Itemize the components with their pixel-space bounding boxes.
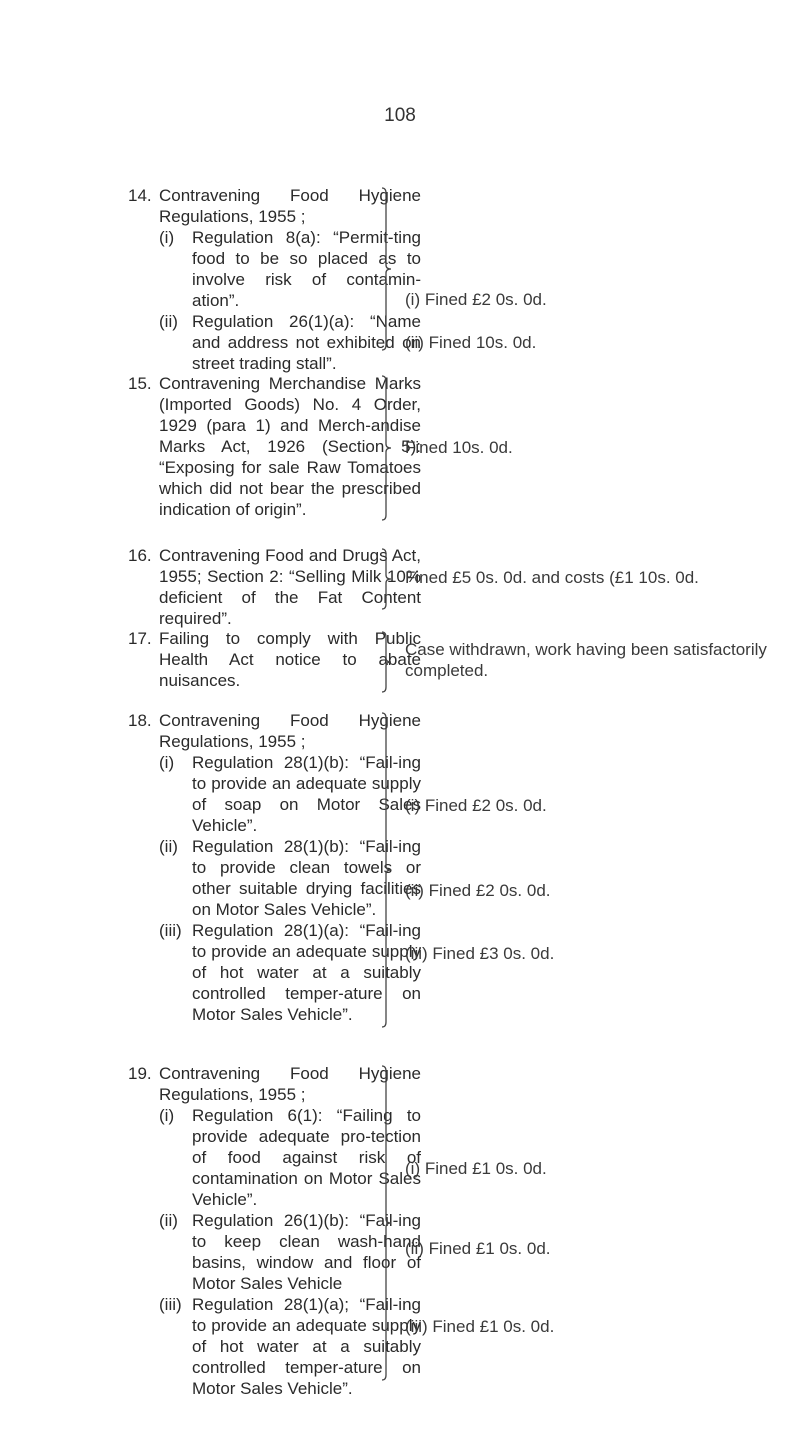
entry-number: 16. (128, 546, 152, 565)
entry-heading: Contravening Food Hygiene Regulations, 1955 ; (159, 186, 421, 226)
sub-item-text: Regulation 28(1)(b): “Fail-ing to provide an adequate supply of soap on Motor Sales Vehicle”. (192, 753, 421, 835)
outcome-line: Fined £5 0s. 0d. and costs (£1 10s. 0d. (405, 568, 699, 587)
sub-item-text: Regulation 28(1)(a); “Fail-ing to provide an adequate supply of hot water at a suitably controlled temper-ature on Motor Sales Vehicle”. (192, 1295, 421, 1398)
sub-item-text: Regulation 6(1): “Failing to provide adequate pro-tection of food against risk of contamination on Motor Sales Vehicle”. (192, 1106, 421, 1209)
entry-number: 15. (128, 374, 152, 393)
right-brace (380, 712, 394, 1028)
page-number: 108 (384, 105, 416, 126)
outcome-line: (i) Fined £2 0s. 0d. (405, 290, 547, 309)
entry-heading: Failing to comply with Public Health Act notice to abate nuisances. (159, 629, 421, 690)
entry-number: 18. (128, 711, 152, 730)
sub-item-index: (ii) (159, 1211, 178, 1230)
sub-item-text: Regulation 8(a): “Permit-ting food to be so placed as to involve risk of contamin-ation”. (192, 228, 421, 310)
outcome-line: (i) Fined £1 0s. 0d. (405, 1159, 547, 1178)
entry-heading: Contravening Food Hygiene Regulations, 1955 ; (159, 1064, 421, 1104)
entry-number: 14. (128, 186, 152, 205)
entry-heading: Contravening Food Hygiene Regulations, 1955 ; (159, 711, 421, 751)
sub-item-index: (i) (159, 753, 175, 772)
entry-number: 17. (128, 629, 152, 648)
outcome-line: (i) Fined £2 0s. 0d. (405, 796, 547, 815)
sub-item-text: Regulation 26(1)(a): “Name and address not exhibited on street trading stall”. (192, 312, 421, 373)
outcome-line: Case withdrawn, work having been satisfactorily completed. (405, 640, 767, 680)
outcome-line: (iii) Fined £1 0s. 0d. (405, 1317, 555, 1336)
right-brace (380, 187, 394, 351)
sub-item-index: (ii) (159, 837, 178, 856)
outcome-line: (ii) Fined £1 0s. 0d. (405, 1239, 551, 1258)
sub-item-index: (iii) (159, 1295, 182, 1314)
right-brace (380, 631, 394, 693)
entry-number: 19. (128, 1064, 152, 1083)
entry-heading: Contravening Food and Drugs Act, 1955; Section 2: “Selling Milk 10% deficient of the Fat Content required”. (159, 546, 421, 628)
right-brace (380, 548, 394, 610)
entry-heading: Contravening Merchandise Marks (Imported Goods) No. 4 Order, 1929 (para 1) and Merch-andise Marks Act, 1926 (Section 5): “Exposing for sale Raw Tomatoes which did not bear the prescribed indication of origin”. (159, 374, 421, 519)
sub-item-text: Regulation 28(1)(b): “Fail-ing to provide clean towels or other suitable drying facilities on Motor Sales Vehicle”. (192, 837, 421, 919)
sub-item-index: (i) (159, 228, 175, 247)
sub-item-index: (ii) (159, 312, 178, 331)
outcome-line: Fined 10s. 0d. (405, 438, 513, 457)
outcome-line: (ii) Fined 10s. 0d. (405, 333, 537, 352)
right-brace (380, 375, 394, 521)
outcome-line: (ii) Fined £2 0s. 0d. (405, 881, 551, 900)
sub-item-index: (iii) (159, 921, 182, 940)
sub-item-text: Regulation 28(1)(a): “Fail-ing to provide an adequate supply of hot water at a suitably controlled temper-ature on Motor Sales Vehicle”. (192, 921, 421, 1024)
right-brace (380, 1065, 394, 1381)
outcome-line: (iii) Fined £3 0s. 0d. (405, 944, 555, 963)
sub-item-index: (i) (159, 1106, 175, 1125)
sub-item-text: Regulation 26(1)(b): “Fail-ing to keep clean wash-hand basins, window and floor of Motor Sales Vehicle (192, 1211, 421, 1293)
